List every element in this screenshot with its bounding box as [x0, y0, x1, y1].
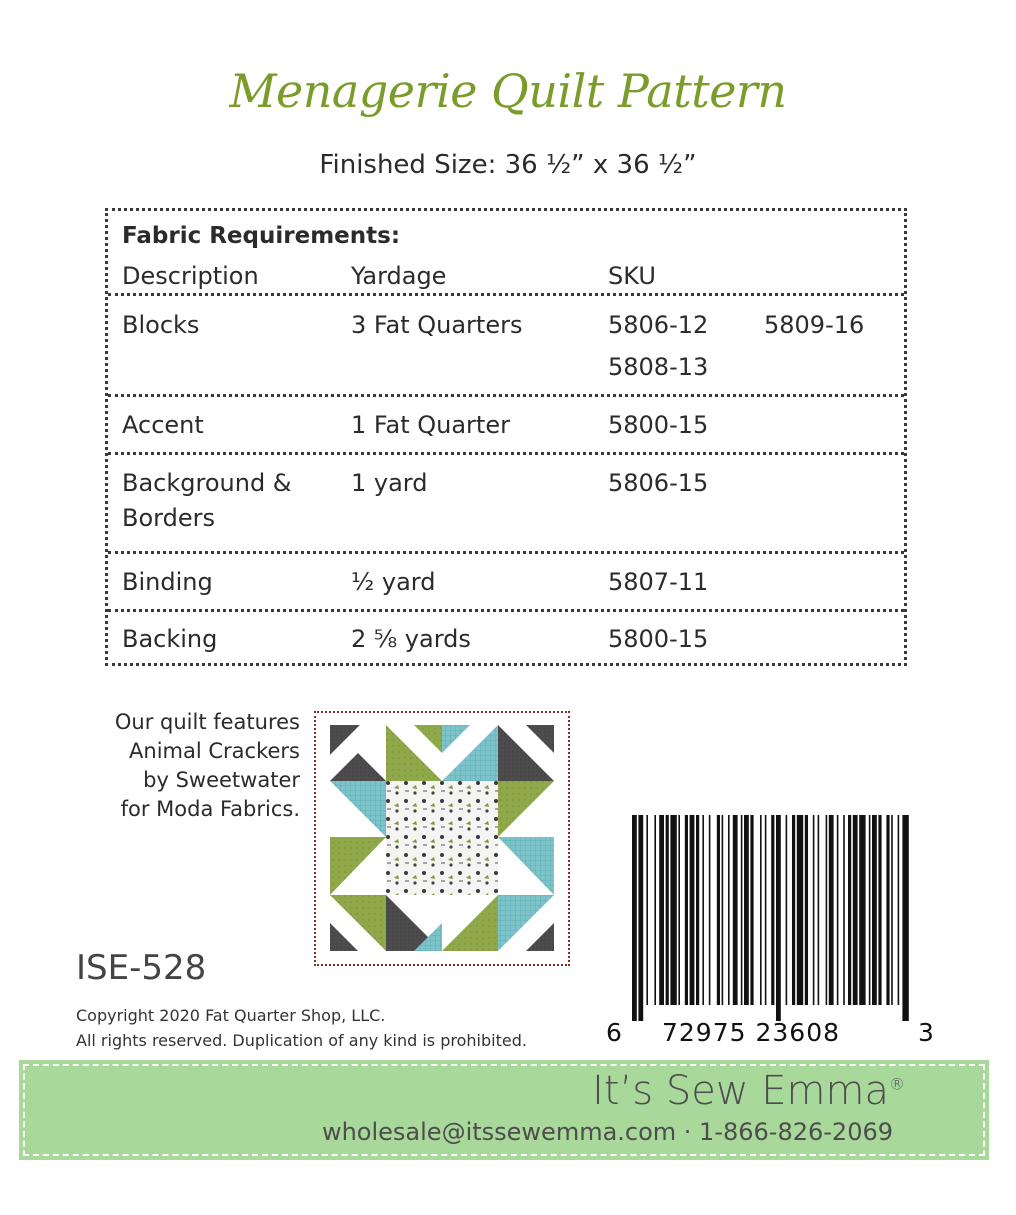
barcode-bar [750, 815, 753, 1005]
barcode-bar [709, 815, 711, 1005]
column-description: Description [122, 262, 259, 290]
barcode-bar [690, 815, 695, 1005]
barcode-bar [886, 815, 889, 1005]
feature-line: by Sweetwater [143, 768, 300, 792]
barcode-bar [792, 815, 795, 1005]
row-description: Backing [122, 625, 218, 653]
pattern-code: ISE-528 [76, 948, 207, 988]
barcode-bar [733, 815, 738, 1005]
barcode-last-digit: 3 [918, 1018, 935, 1047]
barcode-bar [702, 815, 704, 1005]
barcode-bar [659, 815, 664, 1005]
barcode-bar [829, 815, 834, 1005]
brand-text: It’s Sew Emma [592, 1068, 889, 1114]
barcode-bar [869, 815, 871, 1005]
upc-barcode [632, 815, 910, 1021]
footer-banner [19, 1060, 989, 1160]
row-yardage: 2 ⅝ yards [351, 625, 471, 653]
quilt-illustration [330, 725, 554, 951]
barcode-bar [891, 815, 893, 1005]
row-sku: 5800-15 [608, 625, 709, 653]
table-row [108, 554, 904, 612]
barcode-bar [843, 815, 845, 1005]
barcode-bar [813, 815, 815, 1005]
registered-mark: ® [889, 1074, 905, 1094]
barcode-bar [728, 815, 730, 1005]
feature-line: Animal Crackers [129, 739, 300, 763]
pattern-title: Menagerie Quilt Pattern [229, 64, 787, 118]
barcode-bar [717, 815, 720, 1005]
copyright-notice [76, 1003, 527, 1053]
table-header [108, 211, 904, 296]
barcode-bar [859, 815, 865, 1005]
barcode-bar [805, 815, 808, 1005]
row-yardage: 1 Fat Quarter [351, 411, 510, 439]
row-description: Background & [122, 469, 292, 497]
barcode-digits: 72975 23608 [662, 1018, 841, 1047]
row-sku: 5808-13 [608, 353, 709, 381]
copyright-line: Copyright 2020 Fat Quarter Shop, LLC. [76, 1006, 386, 1025]
row-sku: 5800-15 [608, 411, 709, 439]
barcode-bar [744, 815, 749, 1005]
finished-size: Finished Size: 36 ½” x 36 ½” [319, 150, 697, 180]
barcode-bar [902, 815, 908, 1021]
barcode-bar [638, 815, 643, 1021]
barcode-bar [654, 815, 656, 1005]
copyright-line: All rights reserved. Duplication of any kind is prohibited. [76, 1031, 527, 1050]
table-row [108, 397, 904, 455]
barcode-bar [666, 815, 669, 1005]
row-yardage: ½ yard [351, 568, 436, 596]
barcode-bar [670, 815, 676, 1005]
row-sku: 5806-15 [608, 469, 709, 497]
row-description: Borders [122, 504, 215, 532]
barcode-bar [848, 815, 851, 1005]
row-description: Accent [122, 411, 204, 439]
barcode-bar [632, 815, 637, 1021]
barcode-bar [872, 815, 877, 1005]
barcode-bar [722, 815, 724, 1005]
row-sku: 5806-12 [608, 311, 709, 339]
barcode-bar [898, 815, 900, 1005]
table-heading: Fabric Requirements: [122, 223, 401, 249]
row-description: Binding [122, 568, 213, 596]
quilt-image [314, 711, 570, 966]
table-row [108, 296, 904, 397]
table-row [108, 455, 904, 554]
barcode-bar [797, 815, 803, 1005]
barcode-bar [678, 815, 680, 1005]
brand-name [592, 1068, 905, 1114]
barcode-bar [776, 815, 781, 1021]
barcode-bar [646, 815, 648, 1005]
fabric-requirements-table [105, 208, 907, 666]
barcode-bar [771, 815, 774, 1005]
barcode-bar [741, 815, 743, 1005]
column-sku: SKU [608, 262, 656, 290]
barcode-bar [853, 815, 858, 1005]
row-sku: 5809-16 [764, 311, 865, 339]
contact-info: wholesale@itssewemma.com · 1-866-826-2069 [321, 1118, 893, 1146]
fabric-line-note [60, 708, 300, 824]
barcode-bar [818, 815, 820, 1005]
feature-line: for Moda Fabrics. [120, 797, 300, 821]
barcode-bar [760, 815, 762, 1005]
barcode-bar [837, 815, 839, 1005]
row-yardage: 3 Fat Quarters [351, 311, 523, 339]
row-yardage: 1 yard [351, 469, 428, 497]
barcode-bar [696, 815, 699, 1005]
feature-line: Our quilt features [114, 710, 300, 734]
barcode-bar [685, 815, 688, 1005]
barcode-bar [786, 815, 788, 1005]
row-description: Blocks [122, 311, 200, 339]
barcode-bar [878, 815, 881, 1005]
barcode-bar [765, 815, 767, 1005]
barcode-bar [826, 815, 828, 1005]
column-yardage: Yardage [351, 262, 447, 290]
row-sku: 5807-11 [608, 568, 709, 596]
barcode-first-digit: 6 [606, 1018, 623, 1047]
table-row [108, 612, 904, 663]
